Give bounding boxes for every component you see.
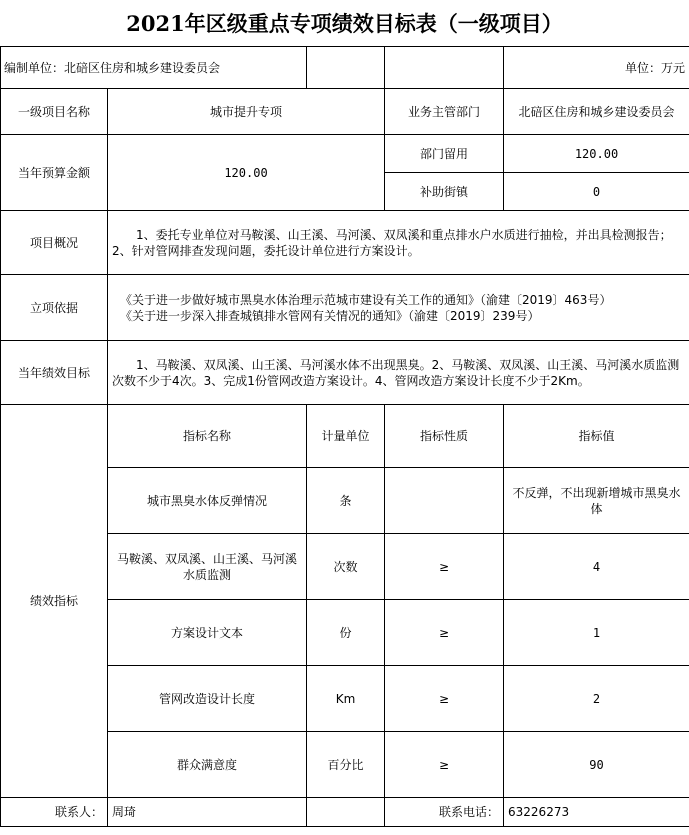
budget-total: 120.00 [108, 135, 385, 211]
indicator-unit: 百分比 [307, 732, 385, 798]
indicator-nature: ≥ [385, 732, 504, 798]
budget-label: 当年预算金额 [1, 135, 108, 211]
project-row [1, 89, 689, 135]
indicator-nature: ≥ [385, 666, 504, 732]
dept-value: 北碚区住房和城乡建设委员会 [504, 89, 689, 135]
overview-label: 项目概况 [1, 211, 108, 275]
currency-unit: 单位：万元 [504, 47, 689, 89]
indicator-name: 管网改造设计长度 [108, 666, 307, 732]
overview-row [1, 211, 689, 275]
phone-label: 联系电话： [385, 798, 504, 827]
col-header-name: 指标名称 [108, 405, 307, 468]
basis-label: 立项依据 [1, 275, 108, 341]
compiling-unit: 编制单位：北碚区住房和城乡建设委员会 [1, 47, 307, 89]
overview-text: 1、委托专业单位对马鞍溪、山王溪、马河溪、双凤溪和重点排水户水质进行抽检，并出具检测报告；2、针对管网排查发现问题，委托设计单位进行方案设计。 [108, 211, 689, 275]
dept-label: 业务主管部门 [385, 89, 504, 135]
indicator-name: 群众满意度 [108, 732, 307, 798]
indicator-nature: ≥ [385, 600, 504, 666]
indicator-value: 2 [504, 666, 689, 732]
indicator-unit: 条 [307, 468, 385, 534]
subsidy-value: 0 [504, 173, 689, 211]
indicator-value: 4 [504, 534, 689, 600]
basis-text [108, 275, 689, 341]
phone-value: 63226273 [504, 798, 689, 827]
basis-line-2: 《关于进一步深入排查城镇排水管网有关情况的通知》（渝建〔2019〕239号） [120, 308, 540, 323]
indicator-header-row [1, 405, 689, 468]
indicator-unit: 次数 [307, 534, 385, 600]
indicator-unit: Km [307, 666, 385, 732]
indicators-label: 绩效指标 [1, 405, 108, 798]
indicator-name: 城市黑臭水体反弹情况 [108, 468, 307, 534]
indicator-value: 90 [504, 732, 689, 798]
subsidy-label: 补助街镇 [385, 173, 504, 211]
indicator-nature [385, 468, 504, 534]
footer-row [1, 798, 689, 827]
page-title: 2021年区级重点专项绩效目标表（一级项目） [126, 11, 563, 36]
basis-line-1: 《关于进一步做好城市黑臭水体治理示范城市建设有关工作的通知》（渝建〔2019〕463号） [120, 292, 612, 307]
indicator-unit: 份 [307, 600, 385, 666]
performance-target-table [0, 46, 689, 827]
contact-value: 周琦 [108, 798, 307, 827]
goal-row [1, 341, 689, 405]
footer-empty-cell [307, 798, 385, 827]
indicator-nature: ≥ [385, 534, 504, 600]
basis-row [1, 275, 689, 341]
indicator-name: 马鞍溪、双凤溪、山王溪、马河溪水质监测 [108, 534, 307, 600]
header-row [1, 47, 689, 89]
indicator-value: 1 [504, 600, 689, 666]
indicator-name: 方案设计文本 [108, 600, 307, 666]
header-empty-cell [385, 47, 504, 89]
header-empty-cell [307, 47, 385, 89]
indicator-value: 不反弹，不出现新增城市黑臭水体 [504, 468, 689, 534]
retained-value: 120.00 [504, 135, 689, 173]
budget-row-1 [1, 135, 689, 173]
project-name-label: 一级项目名称 [1, 89, 108, 135]
goal-label: 当年绩效目标 [1, 341, 108, 405]
goal-text: 1、马鞍溪、双凤溪、山王溪、马河溪水体不出现黑臭。2、马鞍溪、双凤溪、山王溪、马河溪水质监测次数不少于4次。3、完成1份管网改造方案设计。4、管网改造方案设计长度不少于2Km。 [108, 341, 689, 405]
retained-label: 部门留用 [385, 135, 504, 173]
contact-label: 联系人： [1, 798, 108, 827]
col-header-nature: 指标性质 [385, 405, 504, 468]
col-header-value: 指标值 [504, 405, 689, 468]
col-header-unit: 计量单位 [307, 405, 385, 468]
project-name-value: 城市提升专项 [108, 89, 385, 135]
